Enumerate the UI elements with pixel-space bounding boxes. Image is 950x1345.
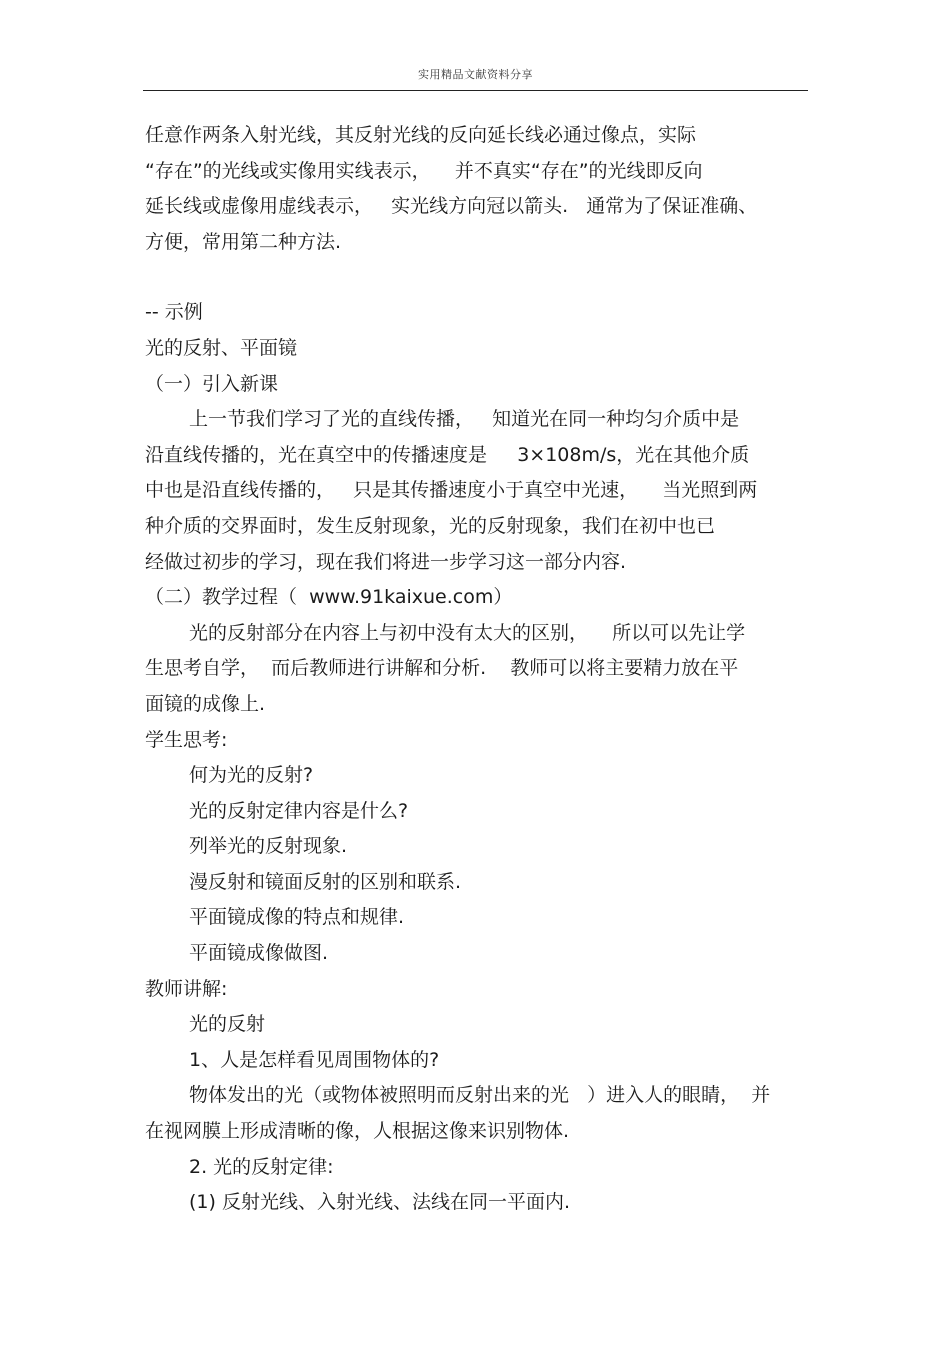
section1-line-4: 种介质的交界面时，发生反射现象，光的反射现象，我们在初中也已: [145, 514, 716, 537]
intro-line-1: 任意作两条入射光线，其反射光线的反向延长线必通过像点，实际: [145, 124, 697, 146]
intro-line-4: 方便，常用第二种方法.: [145, 230, 342, 253]
teacher-topic: 光的反射: [189, 1013, 266, 1036]
section1-heading: （一）引入新课: [145, 372, 279, 395]
section2-line-1: 光的反射部分在内容上与初中没有太大的区别， 所以可以先让学: [189, 621, 746, 644]
section2-line-3: 面镜的成像上.: [145, 692, 266, 715]
page-header: 实用精品文献资料分享: [418, 68, 533, 81]
law-1: (1) 反射光线、入射光线、法线在同一平面内.: [189, 1191, 570, 1214]
section1-line-5: 经做过初步的学习，现在我们将进一步学习这一部分内容.: [145, 550, 627, 573]
header-rule: [143, 90, 808, 91]
example-label: -- 示例: [145, 301, 203, 324]
student-think-label: 学生思考:: [145, 728, 228, 751]
teacher-explain-label: 教师讲解:: [145, 977, 228, 1000]
example-title: 光的反射、平面镜: [145, 336, 298, 359]
document-body: [145, 118, 810, 1221]
question-item: 漫反射和镜面反射的区别和联系.: [189, 870, 462, 893]
section2-heading: （二）教学过程（ www.91kaixue.com）: [145, 586, 513, 609]
question-2: 2. 光的反射定律:: [189, 1155, 334, 1178]
section1-line-3: 中也是沿直线传播的， 只是其传播速度小于真空中光速， 当光照到两: [145, 479, 758, 502]
question-item: 光的反射定律内容是什么?: [189, 799, 409, 822]
section1-line-1: 上一节我们学习了光的直线传播， 知道光在同一种均匀介质中是: [189, 408, 740, 431]
question-item: 平面镜成像的特点和规律.: [189, 906, 405, 929]
intro-line-3: 延长线或虚像用虚线表示， 实光线方向冠以箭头. 通常为了保证准确、: [145, 195, 758, 218]
question-item: 平面镜成像做图.: [189, 942, 329, 965]
answer-1-line-1: 物体发出的光（或物体被照明而反射出来的光 ）进入人的眼睛， 并: [189, 1084, 771, 1107]
answer-1-line-2: 在视网膜上形成清晰的像，人根据这像来识别物体.: [145, 1120, 570, 1143]
intro-line-2: “存在”的光线或实像用实线表示， 并不真实“存在”的光线即反向: [145, 159, 703, 182]
section2-line-2: 生思考自学， 而后教师进行讲解和分析. 教师可以将主要精力放在平: [145, 657, 739, 680]
question-item: 列举光的反射现象.: [189, 835, 348, 858]
section1-line-2: 沿直线传播的，光在真空中的传播速度是 3×108m/s，光在其他介质: [145, 443, 750, 466]
question-item: 何为光的反射?: [189, 764, 314, 787]
question-1: 1、人是怎样看见周围物体的?: [189, 1048, 440, 1071]
paragraph-gap: [145, 260, 810, 295]
